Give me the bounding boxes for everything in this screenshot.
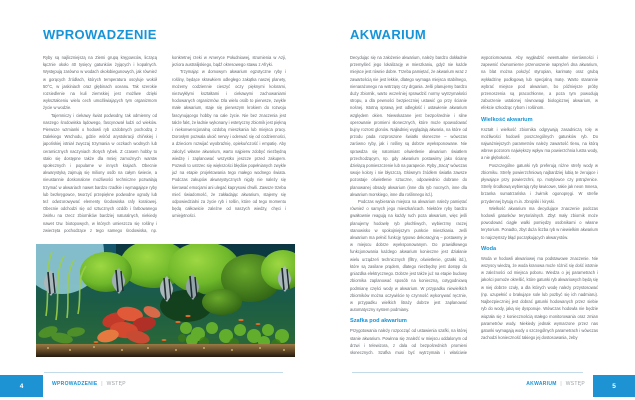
footer-label — [52, 381, 126, 387]
paragraph: Woda w hodowli akwariowej ma podstawowe znaczenie. Nie wszyscy wiedzą, że woda kranowa może różnić się dość istotnie w zależności od miejsca poboru. Wiedza o jej parametrach i jakości pomoże określić, które gatunki ryb akwariowych będą się w niej dobrze czuły, a dla których wodę należy przystosować (np. uzupełnić o brakujące sole lub pozbyć się ich nadmiaru). Najbezpieczniej jest dobrać gatunki hodowanych przez siebie ryb do wody, jaką się dysponuje. Wówczas hodowla nie będzie wiązała się z koniecznością stałego monitorowania oraz zmian parametrów wody. Niekiedy jednak wymarzone przez nas gatunki wymagają wody o szczególnych parametrach i wówczas zachodzi konieczność takiego jej dostosowania, żeby — [481, 255, 598, 341]
footer-rule — [44, 372, 283, 373]
subheading-woda: Woda — [481, 245, 497, 252]
footer-rule — [352, 372, 583, 373]
page-right — [318, 0, 635, 400]
paragraph: Poszczególne gatunki ryb preferują różne strefy wody w zbiorniku. Strefę powierzchniową najbardziej lubią te żerujące i pływające przy powierzchni, np. motylowce czy pstrążenice. Strefę środkową wybierają ryby ławicowe, takie jak neon Innesa, brzanka sumatrzańska i żwirnik ogonopręgi. W strefie przydennej bytują m.in. zbrojniki i kiryski. — [481, 162, 598, 204]
paragraph: Wielkość akwarium ma decydujące znaczenie podczas hodowli gatunków terytorialnych. Zbyt mały zbiornik może powodować ciągłe walki pomiędzy osobnikami o własne terytorium. Ponadto, zbyt duża liczba ryb w niewielkim akwarium to najczęstszy błąd początkujących akwarystów. — [481, 205, 598, 240]
footer-separator: | — [101, 381, 103, 387]
page-number-box: 5 — [593, 375, 635, 397]
page-number-box: 4 — [0, 375, 43, 397]
paragraph: Decydując się na założenie akwarium, należy bardzo dokładnie przemyśleć jego lokalizację w mieszkaniu, gdyż nie każde miejsce jest równie dobre. Trzeba pamiętać, że akwarium wraz z zawartością nie jest lekkie, dlatego wymaga miejsca stabilnego, nienarażonego na wstrząsy czy drgania. Jeśli planujemy bardzo duży zbiornik, warto wcześniej sprawdzić normy wytrzymałości stropu, a dla pewności bezpieczniej ustawić go przy ścianie nośnej. Istotną sprawą jest odległość i ustawienie akwarium względem okien. Niewskazane jest bezpośrednie i silne operowanie promieni słonecznych, które może spowodować bujny rozrost glonów. Najładniej wyglądają akwaria, na które od przodu pada rozproszone światło słoneczne – wówczas zarówno ryby, jak i rośliny są dobrze wyeksponowane. Nie sprawdza się natomiast oświetlenie akwarium światłem przechodzącym, np. gdy akwarium postawimy jako ścianę dzielącą pomieszczenie lub na parapecie. Ryby „tracą” wówczas swoje kolory i nie błyszczą. Głównym źródłem światła zawsze pozostaje oświetlenie sztuczne, odpowiednio dobrane do planowanej obsady akwarium (inne dla ryb nocnych, inne dla akwarium morskiego, inne dla roślinnego itd.). — [350, 55, 467, 197]
paragraph: Trzymając w domowym akwarium egzotyczne ryby i rośliny, będące skrawkiem odległego zakątka naszej planety, możemy codziennie cieszyć oczy pięknymi kolorami, niezwykłymi kształtami i ciekawymi zachowaniami hodowanych organizmów. Dla wielu osób to pierwsze, zwykle małe akwarium, staje się pierwszym krokiem do rozwoju fascynującego hobby na całe życie. Nie bez znaczenia jest także fakt, że ładnie wykonany i estetyczny zbiornik jest piękną i niekonwencjonalną ozdobą mieszkania lub miejsca pracy. Dorosłym pozwala ukoić nerwy i oderwać się od codzienności, a dzieciom rozwijać wyobraźnię, opiekuńczość i empatię. Aby założyć własne akwarium, warto najpierw zdobyć niezbędną wiedzę i zaplanować wszystko jeszcze przed zakupem. Pozwoli to ustrzec się większości błędów popełnianych zwykle już na etapie projektowania tego małego wodnego świata. Podczas zakupów akwarystycznych nigdy nie należy się kierować emocjami ani ulegać kaprysowi chwili. Zawsze trzeba mieć świadomość, że zakładając akwarium, stajemy się odpowiedzialni za życie ryb i roślin, które od tego momentu będą całkowicie zależne od naszych wiedzy, chęci i umiejętności. — [172, 69, 286, 219]
footer-label — [526, 381, 585, 387]
subheading-szafka: Szafka pod akwarium — [350, 318, 407, 325]
footer-separator: | — [560, 381, 563, 387]
paragraph: Przygotowania należy rozpocząć od ustawienia szafki, na której stanie akwarium. Powinna się znaleźć w miejscu oddalonym od drzwi i telewizora, z dala od bezpośrednich promieni słonecznych. Szafka musi być wytrzymała i właściwie wypoziomowana. Aby wygładzić ewentualne nierówności i zapewnić równomierne przenoszenie naprężeń dna akwarium, na blat można położyć styropian, karimatę oraz grubą wykładzinę podłogową lub specjalną matę. Warto starannie wybrać miejsce pod akwarium, bo późniejsze próby przenoszenia są pracochłonne, a poza tym powodują zaburzenie ustalonej równowagi biologicznej akwarium, w efekcie szkodząc rybom i roślinom. — [350, 55, 598, 355]
text-columns — [350, 54, 598, 363]
section-label: WSTĘP — [106, 381, 126, 387]
paragraph: Kształt i wielkość zbiornika odgrywają zasadniczą rolę w możliwości hodowli poszczególnych gatunków ryb. Do najważniejszych parametrów należy zawartość tlenu, na którą wbrew pozorom największy wpływ ma powierzchnia lustra wody, a nie głębokość. — [481, 126, 598, 161]
page-title: WPROWADZENIE — [43, 27, 157, 42]
section-label: WSTĘP — [565, 381, 585, 387]
paragraph: Podczas wybierania miejsca na akwarium należy pamiętać również o samych jego mieszkańcach. Niektóre ryby bardzo gwałtownie reagują na każdy ruch poza akwarium, więc jeśli planujemy hodowlę ryb płochliwych, wybierzmy raczej stanowisko w spokojniejszym punkcie mieszkania. Jeśli akwarium ma pełnić funkcję typowo dekoracyjną – postawmy je w miejscu dobrze wyeksponowanym. Do prawidłowego funkcjonowania każdego akwarium konieczne jest działanie wielu urządzeń technicznych (filtry, oświetlenie, grzałki itd.), które są zasilane prądem, dlatego niezbędny jest dostęp do gniazdka elektrycznego. Dobrze jest także już na etapie budowy zbiornika zaplanować sposób na konieczną, cotygodniową podmianę części wody w akwarium. W przypadku niewielkich zbiorników można oczywiście tę czynność wykonywać ręcznie, w przypadku wielkich litraży dobrze jest zaplanować automatyczny system podmiany. — [350, 199, 467, 313]
chapter-label: AKWARIUM — [526, 381, 557, 387]
page-title: AKWARIUM — [350, 27, 427, 42]
chapter-label: WPROWADZENIE — [52, 381, 98, 387]
paragraph: Tajemniczy i ciekawy świat podwodny, tak odmienny od naszego środowiska lądowego, fascynował ludzi od wieków. Pierwsze wzmianki o hodowli ryb ozdobnych pochodzą z Dalekiego Wschodu, gdzie wśród arystokracji chińskiej i japońskiej istniał zwyczaj trzymania w oczkach wodnych lub ceramicznych naczyniach złotych rybek. Z czasem hobby to stało się dostępne także dla mniej zamożnych warstw społecznych i popularne w innych krajach. Obecnie akwarystyką zajmują się miliony osób na całym świecie, a nieustannie doskonalone możliwości techniczne pozwalają trzymać w akwariach nawet bardzo rzadkie i wymagające ryby lub bezkręgowce, tworzyć przepiękne podwodne ogrody lub też odwzorowywać elementy środowiska rafy koralowej. Obecnie odchodzi się od sztucznych ozdób i farbowanego żwirku na rzecz zbiorników bardziej naturalnych, niekiedy nawet tzw. biotopowych, w których umieszcza się rośliny i zwierzęta pochodzące z tego samego środowiska, np. konkretnej rzeki w Ameryce Południowej, strumienia w Azji, jeziora australijskiego, bądź okresowego stawu z Afryki. — [43, 55, 286, 233]
text-columns — [43, 54, 286, 244]
subheading-wielkosc: Wielkość akwarium — [481, 116, 533, 123]
aquarium-photo — [36, 244, 295, 357]
paragraph: Ryby są najliczniejszą na Ziemi grupą kręgowców, liczącą łącznie około 40 tysięcy gatunków żyjących i kopalnych. Występują zarówno w wodach okołobiegunowych, jak również w gorących źródłach, których temperatura oscyluje wokół 50°C, w jaskiniach oraz głębinach oceanu. Tak szerokie rozsiedlenie na kuli ziemskiej jest możliwe dzięki wykształceniu wielu cech umożliwiających tym organizmom życie w wodzie. — [43, 55, 157, 111]
